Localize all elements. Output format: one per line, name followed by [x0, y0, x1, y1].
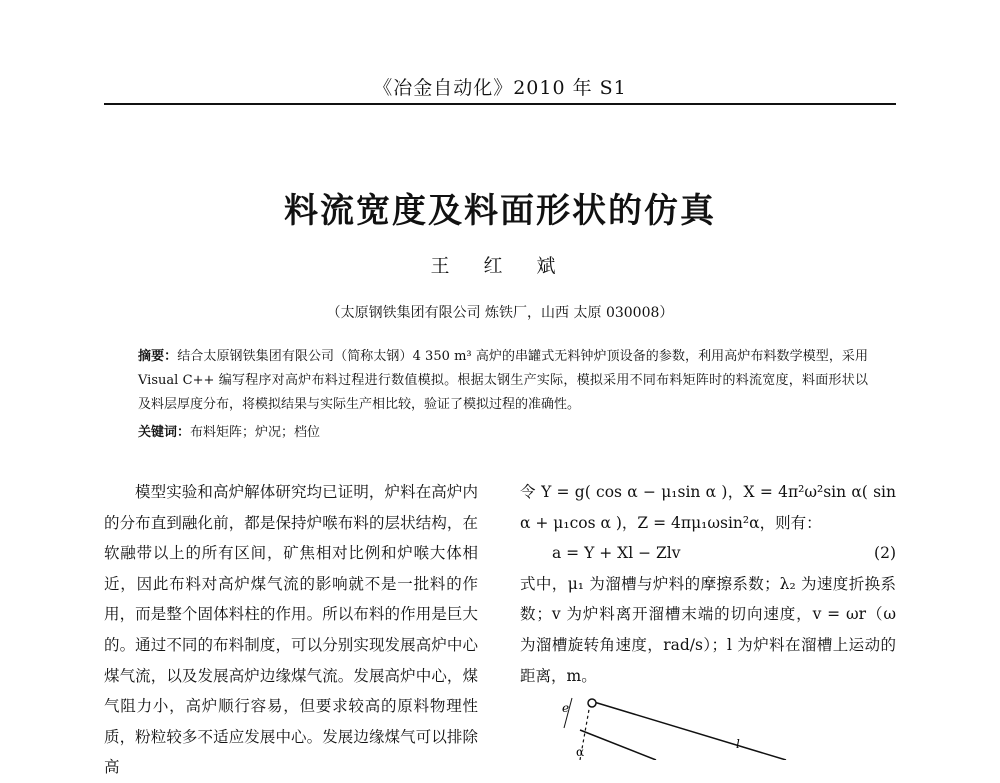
equation-line [520, 538, 896, 569]
header-rule [104, 103, 896, 105]
abstract-label: 摘要： [138, 349, 178, 364]
keywords [138, 421, 868, 445]
equation: a = Y + Xl − Zlv [552, 544, 681, 563]
chute-diagram [536, 690, 796, 760]
figure-label-alpha: α [576, 745, 585, 759]
paper-title: 料流宽度及料面形状的仿真 [284, 191, 716, 231]
left-column [104, 477, 478, 783]
abstract [138, 345, 868, 417]
right-column [520, 477, 896, 691]
pivot-point [588, 699, 596, 707]
equation-number: (2) [874, 544, 896, 563]
figure-label-l: l [736, 737, 740, 751]
affiliation: （太原钢铁集团有限公司 炼铁厂，山西 太原 030008） [326, 305, 674, 321]
author: 王 红 斌 [430, 255, 570, 277]
equation-intro: 令 Y = g( cos α − μ₁sin α )，X = 4π²ω²sin α( sin α + μ₁cos α )，Z = 4πμ₁ωsin²α，则有： [520, 483, 896, 532]
body-paragraph: 模型实验和高炉解体研究均已证明，炉料在高炉内的分布直到融化前，都是保持炉喉布料的层状结构，在软融带以上的所有区间，矿焦相对比例和炉喉大体相近，因此布料对高炉煤气流的影响就不是一批料的作用，而是整个固体料柱的作用。所以布料的作用是巨大的。通过不同的布料制度，可以分别实现发展高炉中心煤气流，以及发展高炉边缘煤气流。发展高炉中心，煤气阻力小，高炉顺行容易，但要求较高的原料物理性质，粉粒较多不适应发展中心。发展边缘煤气可以排除高 [104, 483, 478, 777]
figure-label-e: e [562, 701, 570, 715]
equation-explanation: 式中，μ₁ 为溜槽与炉料的摩擦系数；λ₂ 为速度折换系数；v 为炉料离开溜槽末端的切向速度，v = ωr（ω 为溜槽旋转角速度，rad/s）；l 为炉料在溜槽上运动的距离，m。 [520, 574, 896, 685]
keywords-text: 布料矩阵；炉况；档位 [190, 425, 321, 440]
chute-line-top [594, 702, 786, 760]
journal-header: 《冶金自动化》2010 年 S1 [373, 77, 627, 99]
keywords-label: 关键词： [138, 425, 191, 440]
chute-line-bottom [580, 730, 656, 760]
abstract-text: 结合太原钢铁集团有限公司（简称太钢）4 350 m³ 高炉的串罐式无料钟炉顶设备的参数，利用高炉布料数学模型，采用 Visual C++ 编写程序对高炉布料过程进行数值模拟。根据太钢生产实际，模拟采用不同布料矩阵时的料流宽度，料面形状以及料层厚度分布，将模拟结果与实际生产相比较，验证了模拟过程的准确性。 [138, 349, 868, 412]
